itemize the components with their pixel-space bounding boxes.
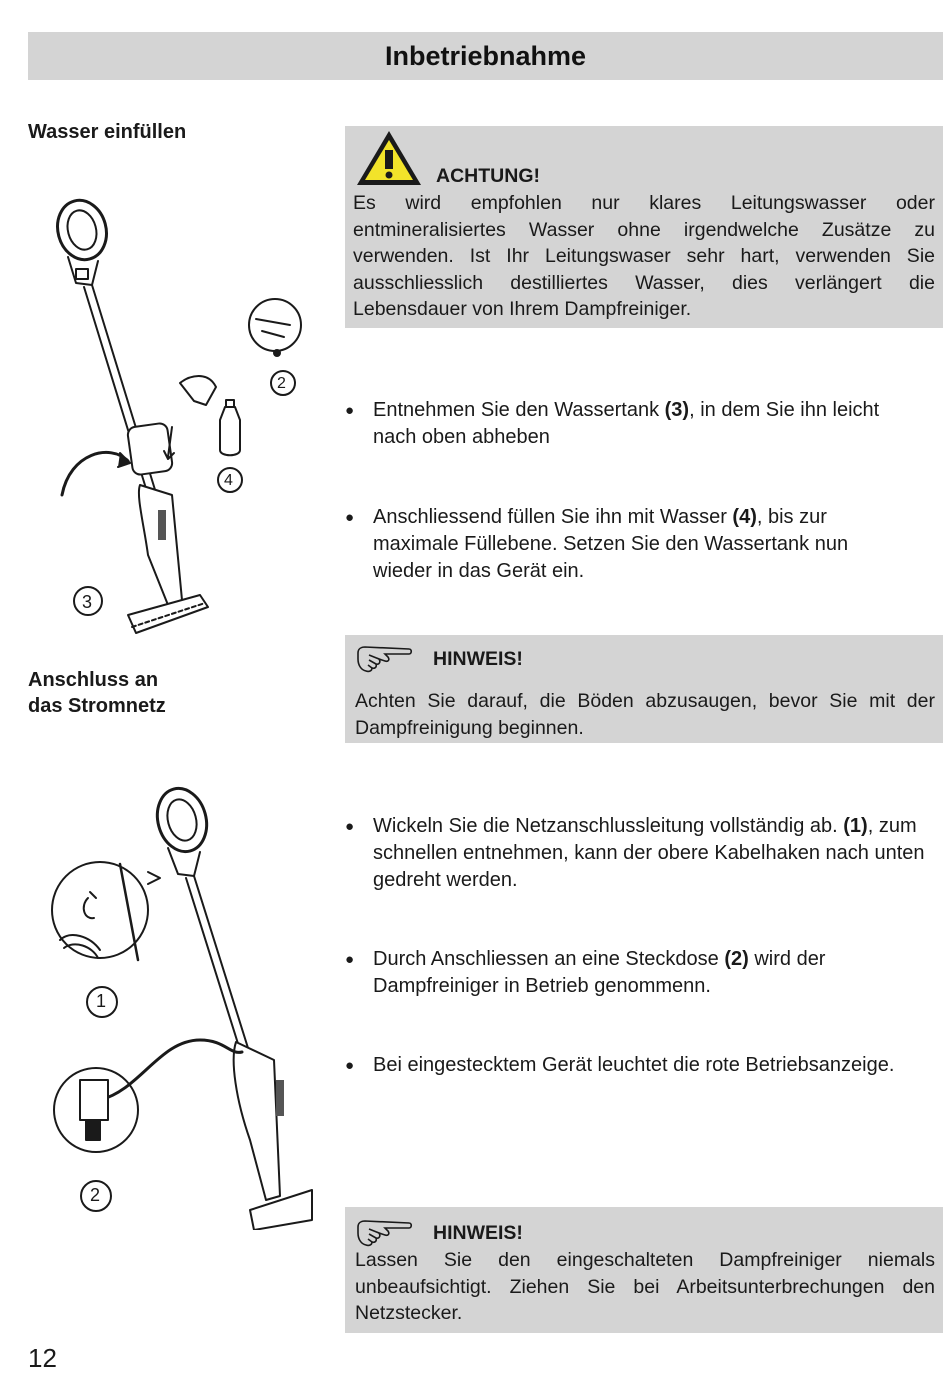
step-text: Anschliessend füllen Sie ihn mit Wasser (4), bis zur maximale Füllebene. Setzen Sie den Wassertank nun wieder in das Gerät ein. <box>373 506 849 582</box>
note-box-2 <box>345 1207 943 1333</box>
section-heading-power-line2: das Stromnetz <box>28 695 166 717</box>
figure-label: 2 <box>90 1185 101 1205</box>
illustration-fill-water <box>40 195 315 645</box>
illustration-power <box>40 780 315 1230</box>
bullet-icon: ● <box>345 951 355 968</box>
note-text: Achten Sie darauf, die Böden abzusaugen, bevor Sie mit der Dampfreinigung beginnen. <box>355 690 935 739</box>
page-title: Inbetriebnahme <box>384 40 587 71</box>
bullet-icon: ● <box>345 402 355 419</box>
page-number: 12 <box>28 1343 57 1373</box>
warning-triangle-icon <box>354 128 424 188</box>
figure-label: 4 <box>224 472 233 489</box>
pointing-hand-icon <box>355 1219 413 1247</box>
figure-label: 2 <box>277 375 286 392</box>
bullet-icon: ● <box>345 509 355 526</box>
warning-title: ACHTUNG! <box>436 165 540 187</box>
bullet-icon: ● <box>345 818 355 835</box>
section-heading-water: Wasser einfüllen <box>28 121 187 143</box>
warning-header <box>353 126 935 188</box>
list-item <box>345 397 905 451</box>
warning-box <box>345 126 943 328</box>
note-text: Lassen Sie den eingeschalteten Dampfreiniger niemals unbeaufsichtigt. Ziehen Sie bei Arbeitsunterbrechungen den Netzstecker. <box>355 1249 935 1324</box>
section-heading-power-line1: Anschluss an <box>28 669 159 691</box>
title-bar <box>28 32 943 80</box>
note-title: HINWEIS! <box>433 647 523 670</box>
step-text: Durch Anschliessen an eine Steckdose (2) wird der Dampfreiniger in Betrieb genommenn. <box>373 948 826 997</box>
list-item <box>345 1052 937 1079</box>
list-item <box>345 504 905 585</box>
pointing-hand-icon <box>355 645 413 673</box>
water-step-list <box>345 397 905 585</box>
note-header <box>355 645 935 673</box>
list-item <box>345 946 937 1000</box>
list-item <box>345 813 937 894</box>
section-heading-power <box>28 667 166 719</box>
bullet-icon: ● <box>345 1057 355 1074</box>
note-header <box>355 1219 935 1247</box>
figure-label: 3 <box>82 592 93 612</box>
step-text: Wickeln Sie die Netzanschlussleitung vollständig ab. (1), zum schnellen entnehmen, kann der obere Kabelhaken nach unten gedreht werden. <box>373 815 925 891</box>
note-box-1 <box>345 635 943 743</box>
note-title: HINWEIS! <box>433 1221 523 1244</box>
warning-text: Es wird empfohlen nur klares Leitungswasser oder entmineralisiertes Wasser ohne irgendwelche Zusätze zu verwenden. Ist Ihr Leitungswaser sehr hart, verwenden Sie ausschliesslich destilliertes Wasser, dies verlängert die Lebensdauer von Ihrem Dampfreiniger. <box>353 192 935 320</box>
figure-label: 1 <box>96 991 107 1011</box>
step-text: Bei eingestecktem Gerät leuchtet die rote Betriebsanzeige. <box>373 1054 895 1076</box>
power-step-list <box>345 813 937 1079</box>
step-text: Entnehmen Sie den Wassertank (3), in dem Sie ihn leicht nach oben abheben <box>373 399 880 448</box>
